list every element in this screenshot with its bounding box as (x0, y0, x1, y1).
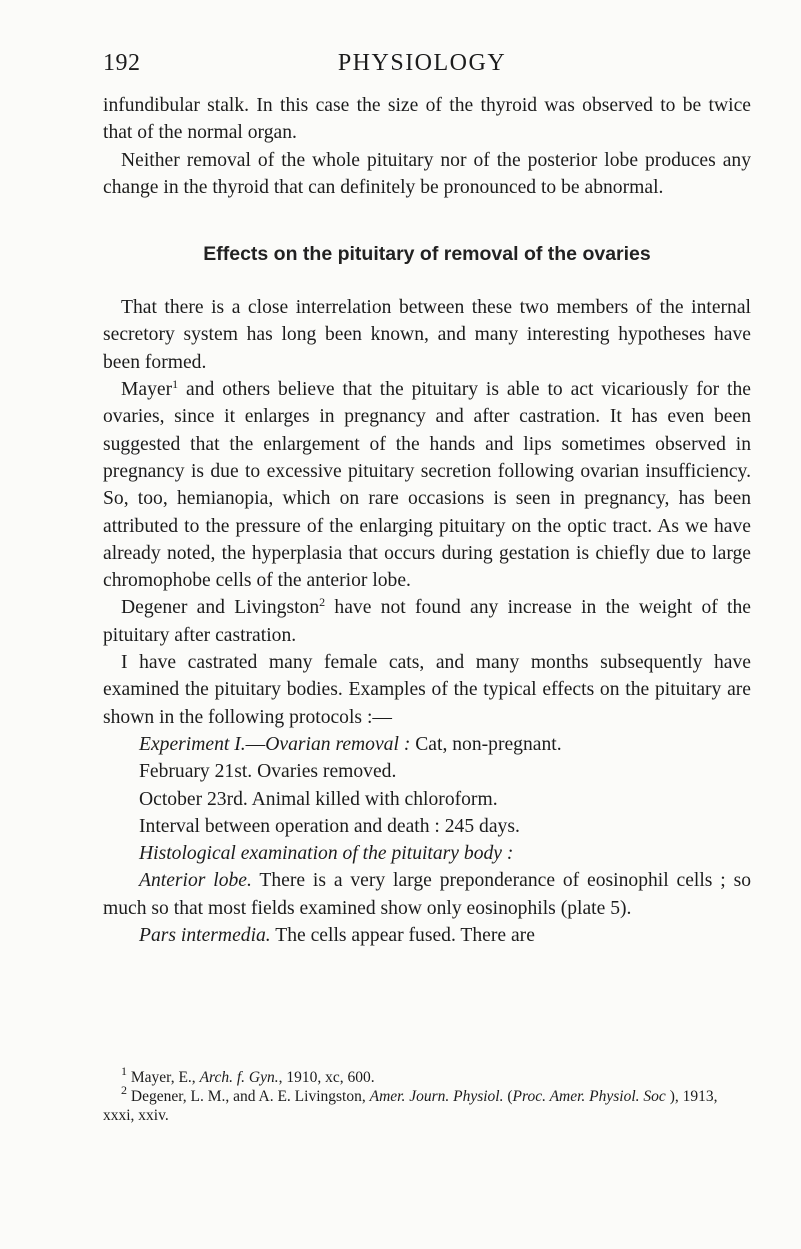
pars-intermedia-paragraph (103, 922, 751, 949)
footnote-2-proc: Proc. Amer. Physiol. Soc (512, 1088, 666, 1105)
histology-heading-text: Histological examination of the pituitary body : (139, 843, 514, 865)
footnote-1-pre: Mayer, E., (127, 1069, 200, 1086)
paragraph-mayer (103, 376, 751, 594)
page-number: 192 (103, 50, 141, 76)
footnote-2-journal: Amer. Journ. Physiol. (369, 1088, 504, 1105)
pars-intermedia-text: The cells appear fused. There are (270, 925, 535, 947)
footnote-1 (103, 1064, 751, 1087)
anterior-lobe-text: There is a very large preponderance of eosinophil cells ; so much so that most fields examined show only eosinophils (plate 5). (103, 870, 751, 919)
experiment-line-1: February 21st. Ovaries removed. (139, 761, 397, 783)
anterior-lobe-label: Anterior lobe. (139, 870, 252, 892)
experiment-title-line (103, 731, 751, 758)
footnotes (103, 1064, 751, 1125)
footnote-2-num: 2 (121, 1083, 127, 1097)
experiment-desc: Cat, non-pregnant. (410, 733, 562, 755)
experiment-protocol (103, 731, 751, 949)
footnote-ref-2: 2 (319, 595, 326, 610)
experiment-label: Experiment I. (139, 733, 246, 755)
footnote-2-post: ), 1913, xxxi, xxiv. (103, 1088, 718, 1124)
anterior-lobe-paragraph (103, 867, 751, 922)
paragraph-interrelation: That there is a close interrelation between these two members of the internal secretory system has long been known, and many interesting hypotheses have been formed. (103, 297, 751, 373)
experiment-dash: — (245, 733, 266, 755)
paragraph-thyroid: Neither removal of the whole pituitary nor of the posterior lobe produces any change in the thyroid that can definitely be pronounced to be abnormal. (103, 149, 751, 198)
paragraph-continuation: infundibular stalk. In this case the size of the thyroid was observed to be twice that of the normal organ. (103, 95, 751, 144)
paragraph-mayer-text: and others believe that the pituitary is able to act vicariously for the ovaries, since it enlarges in pregnancy and after castration. It has even been suggested that the enlargement of the hands and lips sometimes observed in pregnancy is due to excessive pituitary secretion following ovarian insufficiency. So, too, hemianopia, which on rare occasions is seen in pregnancy, has been attributed to the pressure of the enlarging pituitary on the optic tract. As we have already noted, the hyperplasia that occurs during gestation is chiefly due to large chromophobe cells of the anterior lobe. (103, 379, 751, 592)
experiment-line-3: Interval between operation and death : 245 days. (139, 815, 520, 837)
footnote-2-mid: ( (503, 1088, 513, 1105)
footnote-2 (103, 1083, 751, 1125)
paragraph-degener (103, 594, 751, 649)
histology-heading (103, 840, 751, 867)
author-mayer: Mayer (121, 379, 173, 401)
footnote-2-pre: Degener, L. M., and A. E. Livingston, (127, 1088, 370, 1105)
experiment-title: Ovarian removal : (265, 733, 411, 755)
page-header (103, 50, 741, 84)
running-head: PHYSIOLOGY (337, 50, 507, 76)
footnote-1-journal: Arch. f. Gyn. (199, 1069, 279, 1086)
pars-intermedia-label: Pars intermedia. (139, 925, 271, 947)
paragraph-castrated: I have castrated many female cats, and many months subsequently have examined the pituitary bodies. Examples of the typical effects on the pituitary are shown in the following protocols :— (103, 652, 751, 728)
experiment-line-2: October 23rd. Animal killed with chloroform. (139, 788, 498, 810)
footnote-1-post: , 1910, xc, 600. (278, 1069, 375, 1086)
footnote-1-num: 1 (121, 1064, 127, 1078)
section-heading: Effects on the pituitary of removal of the ovaries (203, 243, 651, 266)
paragraph-degener-text: have not found any increase in the weight of the pituitary after castration. (103, 597, 751, 646)
page-body (103, 92, 751, 949)
author-degener: Degener and Livingston (121, 597, 320, 619)
footnote-ref-1: 1 (172, 377, 179, 392)
